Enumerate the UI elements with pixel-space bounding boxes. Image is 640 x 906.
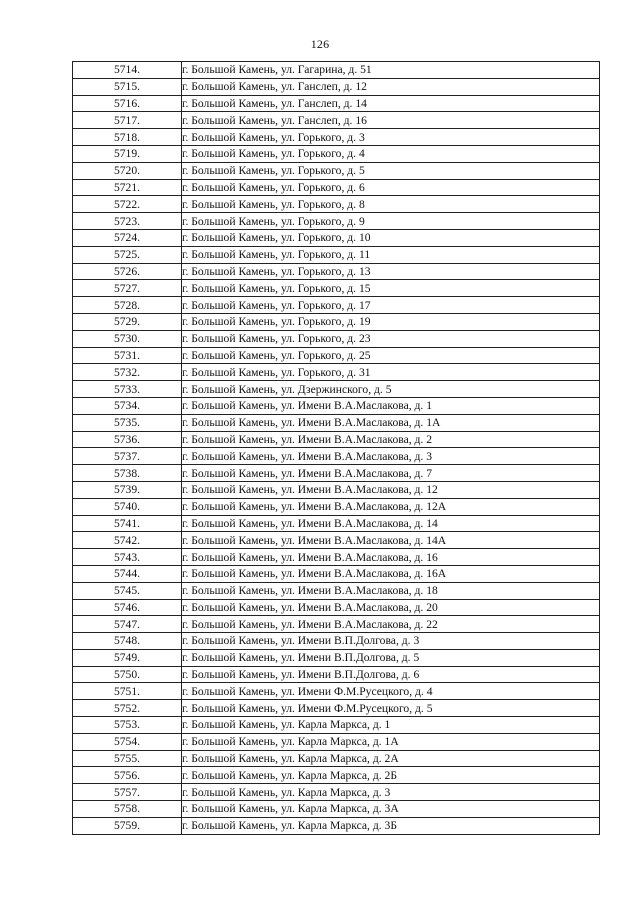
address-cell: г. Большой Камень, ул. Горького, д. 3 bbox=[182, 129, 600, 146]
row-number-cell: 5732. bbox=[73, 364, 182, 381]
table-row bbox=[73, 717, 600, 734]
address-cell: г. Большой Камень, ул. Горького, д. 23 bbox=[182, 330, 600, 347]
table-row bbox=[73, 465, 600, 482]
address-cell: г. Большой Камень, ул. Горького, д. 31 bbox=[182, 364, 600, 381]
row-number-cell: 5756. bbox=[73, 767, 182, 784]
row-number-cell: 5737. bbox=[73, 448, 182, 465]
row-number-cell: 5746. bbox=[73, 599, 182, 616]
table-row bbox=[73, 498, 600, 515]
row-number-cell: 5715. bbox=[73, 78, 182, 95]
row-number-cell: 5748. bbox=[73, 633, 182, 650]
table-row bbox=[73, 817, 600, 834]
address-cell: г. Большой Камень, ул. Ганслеп, д. 14 bbox=[182, 95, 600, 112]
address-cell: г. Большой Камень, ул. Имени В.А.Маслакова, д. 18 bbox=[182, 582, 600, 599]
row-number-cell: 5749. bbox=[73, 649, 182, 666]
address-cell: г. Большой Камень, ул. Карла Маркса, д. 2Б bbox=[182, 767, 600, 784]
table-row bbox=[73, 767, 600, 784]
row-number-cell: 5733. bbox=[73, 381, 182, 398]
address-cell: г. Большой Камень, ул. Имени Ф.М.Русецкого, д. 4 bbox=[182, 683, 600, 700]
address-cell: г. Большой Камень, ул. Горького, д. 5 bbox=[182, 162, 600, 179]
address-cell: г. Большой Камень, ул. Имени В.А.Маслакова, д. 20 bbox=[182, 599, 600, 616]
address-cell: г. Большой Камень, ул. Имени В.П.Долгова, д. 6 bbox=[182, 666, 600, 683]
address-cell: г. Большой Камень, ул. Имени В.А.Маслакова, д. 12 bbox=[182, 481, 600, 498]
address-cell: г. Большой Камень, ул. Имени В.А.Маслакова, д. 1 bbox=[182, 397, 600, 414]
address-cell: г. Большой Камень, ул. Горького, д. 15 bbox=[182, 280, 600, 297]
table-row bbox=[73, 616, 600, 633]
address-cell: г. Большой Камень, ул. Ганслеп, д. 12 bbox=[182, 78, 600, 95]
address-cell: г. Большой Камень, ул. Карла Маркса, д. 2А bbox=[182, 750, 600, 767]
table-row bbox=[73, 733, 600, 750]
table-row bbox=[73, 414, 600, 431]
table-row bbox=[73, 280, 600, 297]
address-cell: г. Большой Камень, ул. Горького, д. 11 bbox=[182, 246, 600, 263]
address-cell: г. Большой Камень, ул. Карла Маркса, д. 1 bbox=[182, 717, 600, 734]
address-cell: г. Большой Камень, ул. Горького, д. 8 bbox=[182, 196, 600, 213]
table-row bbox=[73, 62, 600, 79]
address-cell: г. Большой Камень, ул. Горького, д. 9 bbox=[182, 213, 600, 230]
table-row bbox=[73, 95, 600, 112]
row-number-cell: 5747. bbox=[73, 616, 182, 633]
table-row bbox=[73, 229, 600, 246]
table-row bbox=[73, 145, 600, 162]
table-row bbox=[73, 246, 600, 263]
row-number-cell: 5743. bbox=[73, 549, 182, 566]
address-cell: г. Большой Камень, ул. Имени В.П.Долгова, д. 3 bbox=[182, 633, 600, 650]
page-number: 126 bbox=[310, 37, 330, 51]
row-number-cell: 5731. bbox=[73, 347, 182, 364]
address-cell: г. Большой Камень, ул. Карла Маркса, д. 3Б bbox=[182, 817, 600, 834]
address-cell: г. Большой Камень, ул. Горького, д. 4 bbox=[182, 145, 600, 162]
address-cell: г. Большой Камень, ул. Горького, д. 10 bbox=[182, 229, 600, 246]
table-row bbox=[73, 179, 600, 196]
row-number-cell: 5739. bbox=[73, 481, 182, 498]
row-number-cell: 5728. bbox=[73, 297, 182, 314]
row-number-cell: 5758. bbox=[73, 801, 182, 818]
table-row bbox=[73, 633, 600, 650]
row-number-cell: 5757. bbox=[73, 784, 182, 801]
table-row bbox=[73, 162, 600, 179]
row-number-cell: 5740. bbox=[73, 498, 182, 515]
address-cell: г. Большой Камень, ул. Карла Маркса, д. 1А bbox=[182, 733, 600, 750]
address-cell: г. Большой Камень, ул. Имени В.А.Маслакова, д. 16 bbox=[182, 549, 600, 566]
row-number-cell: 5719. bbox=[73, 145, 182, 162]
table-row bbox=[73, 381, 600, 398]
row-number-cell: 5734. bbox=[73, 397, 182, 414]
address-cell: г. Большой Камень, ул. Имени В.А.Маслакова, д. 22 bbox=[182, 616, 600, 633]
address-cell: г. Большой Камень, ул. Горького, д. 17 bbox=[182, 297, 600, 314]
table-row bbox=[73, 347, 600, 364]
row-number-cell: 5725. bbox=[73, 246, 182, 263]
address-cell: г. Большой Камень, ул. Имени В.А.Маслакова, д. 16А bbox=[182, 565, 600, 582]
row-number-cell: 5750. bbox=[73, 666, 182, 683]
address-cell: г. Большой Камень, ул. Гагарина, д. 51 bbox=[182, 62, 600, 79]
row-number-cell: 5714. bbox=[73, 62, 182, 79]
address-cell: г. Большой Камень, ул. Имени В.А.Маслакова, д. 12А bbox=[182, 498, 600, 515]
row-number-cell: 5721. bbox=[73, 179, 182, 196]
row-number-cell: 5718. bbox=[73, 129, 182, 146]
address-cell: г. Большой Камень, ул. Горького, д. 13 bbox=[182, 263, 600, 280]
table-row bbox=[73, 565, 600, 582]
table-row bbox=[73, 666, 600, 683]
row-number-cell: 5724. bbox=[73, 229, 182, 246]
row-number-cell: 5752. bbox=[73, 700, 182, 717]
row-number-cell: 5720. bbox=[73, 162, 182, 179]
table-row bbox=[73, 515, 600, 532]
address-cell: г. Большой Камень, ул. Имени Ф.М.Русецкого, д. 5 bbox=[182, 700, 600, 717]
row-number-cell: 5729. bbox=[73, 313, 182, 330]
address-table-body bbox=[73, 62, 600, 835]
row-number-cell: 5722. bbox=[73, 196, 182, 213]
row-number-cell: 5730. bbox=[73, 330, 182, 347]
row-number-cell: 5759. bbox=[73, 817, 182, 834]
address-cell: г. Большой Камень, ул. Имени В.П.Долгова, д. 5 bbox=[182, 649, 600, 666]
address-cell: г. Большой Камень, ул. Дзержинского, д. 5 bbox=[182, 381, 600, 398]
table-row bbox=[73, 129, 600, 146]
address-cell: г. Большой Камень, ул. Ганслеп, д. 16 bbox=[182, 112, 600, 129]
table-row bbox=[73, 78, 600, 95]
row-number-cell: 5745. bbox=[73, 582, 182, 599]
address-cell: г. Большой Камень, ул. Имени В.А.Маслакова, д. 7 bbox=[182, 465, 600, 482]
table-row bbox=[73, 599, 600, 616]
table-row bbox=[73, 582, 600, 599]
table-row bbox=[73, 549, 600, 566]
row-number-cell: 5723. bbox=[73, 213, 182, 230]
table-row bbox=[73, 683, 600, 700]
row-number-cell: 5717. bbox=[73, 112, 182, 129]
table-row bbox=[73, 313, 600, 330]
row-number-cell: 5754. bbox=[73, 733, 182, 750]
row-number-cell: 5736. bbox=[73, 431, 182, 448]
table-row bbox=[73, 784, 600, 801]
row-number-cell: 5744. bbox=[73, 565, 182, 582]
table-row bbox=[73, 532, 600, 549]
table-row bbox=[73, 448, 600, 465]
address-cell: г. Большой Камень, ул. Имени В.А.Маслакова, д. 3 bbox=[182, 448, 600, 465]
address-table bbox=[72, 61, 600, 835]
table-row bbox=[73, 330, 600, 347]
row-number-cell: 5751. bbox=[73, 683, 182, 700]
row-number-cell: 5727. bbox=[73, 280, 182, 297]
table-row bbox=[73, 700, 600, 717]
address-cell: г. Большой Камень, ул. Карла Маркса, д. 3А bbox=[182, 801, 600, 818]
table-row bbox=[73, 112, 600, 129]
address-cell: г. Большой Камень, ул. Горького, д. 19 bbox=[182, 313, 600, 330]
table-row bbox=[73, 263, 600, 280]
row-number-cell: 5755. bbox=[73, 750, 182, 767]
row-number-cell: 5741. bbox=[73, 515, 182, 532]
address-cell: г. Большой Камень, ул. Карла Маркса, д. 3 bbox=[182, 784, 600, 801]
table-row bbox=[73, 801, 600, 818]
table-row bbox=[73, 297, 600, 314]
row-number-cell: 5726. bbox=[73, 263, 182, 280]
address-cell: г. Большой Камень, ул. Горького, д. 6 bbox=[182, 179, 600, 196]
row-number-cell: 5735. bbox=[73, 414, 182, 431]
row-number-cell: 5753. bbox=[73, 717, 182, 734]
table-row bbox=[73, 649, 600, 666]
table-row bbox=[73, 481, 600, 498]
table-row bbox=[73, 196, 600, 213]
address-cell: г. Большой Камень, ул. Имени В.А.Маслакова, д. 14 bbox=[182, 515, 600, 532]
table-row bbox=[73, 431, 600, 448]
table-row bbox=[73, 397, 600, 414]
table-row bbox=[73, 364, 600, 381]
address-cell: г. Большой Камень, ул. Имени В.А.Маслакова, д. 1А bbox=[182, 414, 600, 431]
row-number-cell: 5738. bbox=[73, 465, 182, 482]
row-number-cell: 5742. bbox=[73, 532, 182, 549]
table-row bbox=[73, 213, 600, 230]
table-row bbox=[73, 750, 600, 767]
address-cell: г. Большой Камень, ул. Имени В.А.Маслакова, д. 2 bbox=[182, 431, 600, 448]
address-cell: г. Большой Камень, ул. Имени В.А.Маслакова, д. 14А bbox=[182, 532, 600, 549]
row-number-cell: 5716. bbox=[73, 95, 182, 112]
address-cell: г. Большой Камень, ул. Горького, д. 25 bbox=[182, 347, 600, 364]
